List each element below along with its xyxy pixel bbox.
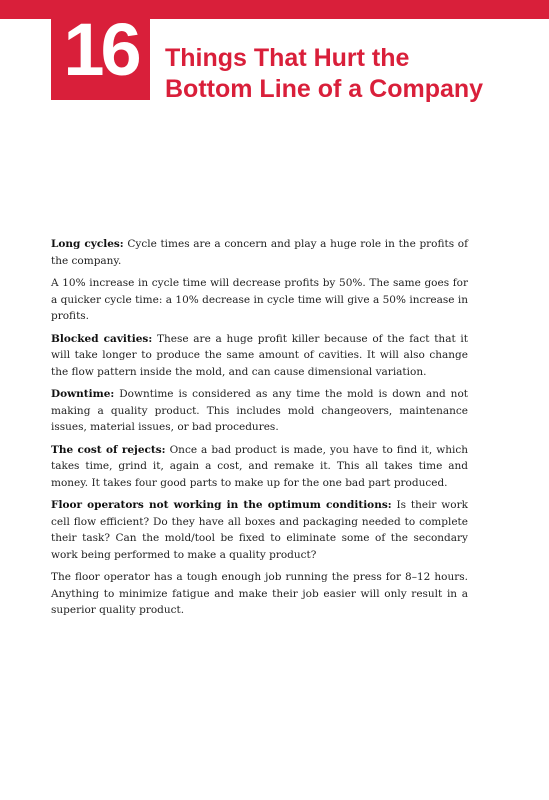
paragraph xyxy=(51,497,468,563)
chapter-title-line-1: Things That Hurt the xyxy=(165,44,410,72)
paragraph-text: A 10% increase in cycle time will decrease profits by 50%. The same goes for a quicker cycle time: a 10% decrease in cycle time will give a 50% increase in profits. xyxy=(51,277,468,322)
paragraph xyxy=(51,442,468,492)
paragraph-lead: Downtime: xyxy=(51,388,115,400)
paragraph-text: These are a huge profit killer because of the fact that it will take longer to produce the same amount of cavities. It will also change the flow pattern inside the mold, and can cause dimensional variation. xyxy=(51,332,468,378)
chapter-number-box xyxy=(51,0,150,100)
paragraph xyxy=(51,569,468,619)
paragraph-lead: Blocked cavities: xyxy=(51,332,153,345)
paragraph-lead: The cost of rejects: xyxy=(51,443,166,456)
paragraph-text: Is their work cell flow efficient? Do they have all boxes and packaging needed to complete their task? Can the mold/tool be fixed to eliminate some of the secondary work being performed to make a quality product? xyxy=(51,499,468,561)
chapter-title xyxy=(165,43,545,105)
chapter-title-line-2: Bottom Line of a Company xyxy=(165,75,484,103)
paragraph xyxy=(51,331,468,381)
paragraph-text: Cycle times are a concern and play a huge role in the profits of the company. xyxy=(51,238,468,267)
paragraph-text: Once a bad product is made, you have to find it, which takes time, grind it, again a cost, and remake it. This all takes time and money. It takes four good parts to make up for the one bad part produced. xyxy=(51,443,468,489)
body-text xyxy=(51,236,468,625)
paragraph-text: Downtime is considered as any time the mold is down and not making a quality product. This includes mold changeovers, maintenance issues, material issues, or bad procedures. xyxy=(51,388,468,433)
paragraph xyxy=(51,236,468,269)
paragraph xyxy=(51,275,468,325)
chapter-number: 16 xyxy=(63,8,138,91)
paragraph-lead: Long cycles: xyxy=(51,238,124,250)
paragraph xyxy=(51,386,468,436)
paragraph-lead: Floor operators not working in the optimum conditions: xyxy=(51,499,392,511)
paragraph-text: The floor operator has a tough enough job running the press for 8–12 hours. Anything to minimize fatigue and make their job easier will only result in a superior quality product. xyxy=(51,571,468,616)
